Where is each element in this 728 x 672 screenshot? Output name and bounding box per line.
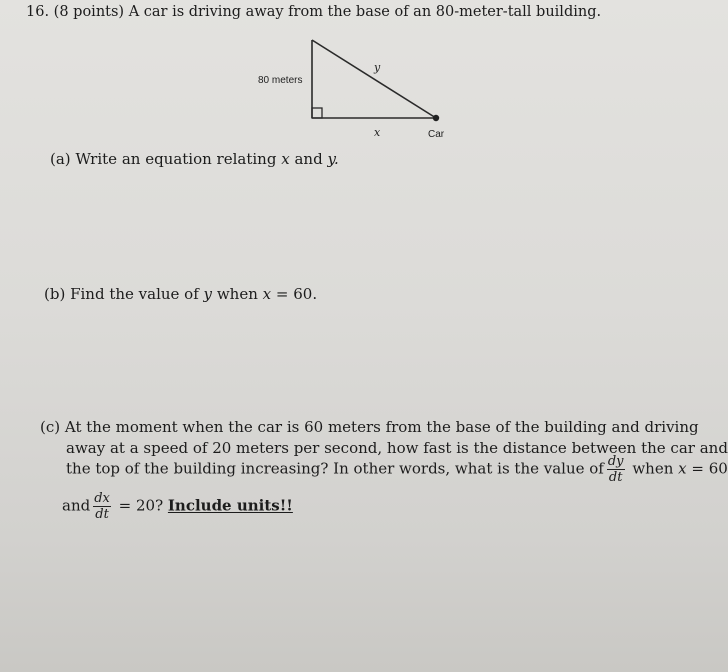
right-angle-marker xyxy=(312,108,322,118)
part-a xyxy=(50,150,339,168)
part-c-eq-60: = 60 xyxy=(691,459,728,478)
dy-dt-fraction xyxy=(607,455,625,484)
dt-denominator: dt xyxy=(608,470,623,485)
car-label: Car xyxy=(428,129,445,140)
part-b-text: Find the value of xyxy=(70,285,199,303)
part-a-and: and xyxy=(294,150,323,168)
part-c-eq-20: = 20? xyxy=(118,496,164,515)
part-a-text: Write an equation relating xyxy=(75,150,277,168)
dx-dt-fraction xyxy=(93,492,111,521)
height-label: 80 meters xyxy=(258,75,303,86)
part-c-line-3 xyxy=(66,455,728,484)
include-units-note: Include units!! xyxy=(167,496,293,515)
part-c-tag: (c) xyxy=(40,418,61,436)
problem-points: (8 points) xyxy=(53,4,125,20)
hypotenuse-side xyxy=(312,40,436,118)
problem-number: 16. xyxy=(26,4,50,20)
part-c-var-x: x xyxy=(678,459,687,478)
hypotenuse-label: y xyxy=(374,61,381,74)
part-c-text-3: the top of the building increasing? In other words, what is the value of xyxy=(66,459,604,478)
part-b-var-x: x xyxy=(262,285,272,303)
part-b-eq: = 60. xyxy=(275,285,318,303)
part-b xyxy=(44,285,317,303)
part-c-line-4 xyxy=(62,492,293,521)
dx-numerator: dx xyxy=(94,491,110,506)
base-label: x xyxy=(374,126,381,139)
dt-denominator-2: dt xyxy=(95,507,109,522)
part-c-and: and xyxy=(62,496,91,515)
part-b-tag: (b) xyxy=(44,285,66,303)
part-b-var-y: y xyxy=(203,285,213,303)
problem-text: A car is driving away from the base of an 80-meter-tall building. xyxy=(128,4,602,20)
part-c-when: when xyxy=(632,459,674,478)
part-c-line-1 xyxy=(40,418,699,436)
part-a-tag: (a) xyxy=(50,150,71,168)
dy-numerator: dy xyxy=(607,454,624,469)
part-a-var-x: x xyxy=(281,150,290,168)
part-a-var-y: y. xyxy=(327,150,339,168)
part-c-text-1: At the moment when the car is 60 meters from the base of the building and driving xyxy=(64,418,699,436)
car-point xyxy=(433,115,439,121)
part-c-line-2: away at a speed of 20 meters per second, how fast is the distance between the car and xyxy=(66,439,728,457)
part-b-when: when xyxy=(216,285,258,303)
